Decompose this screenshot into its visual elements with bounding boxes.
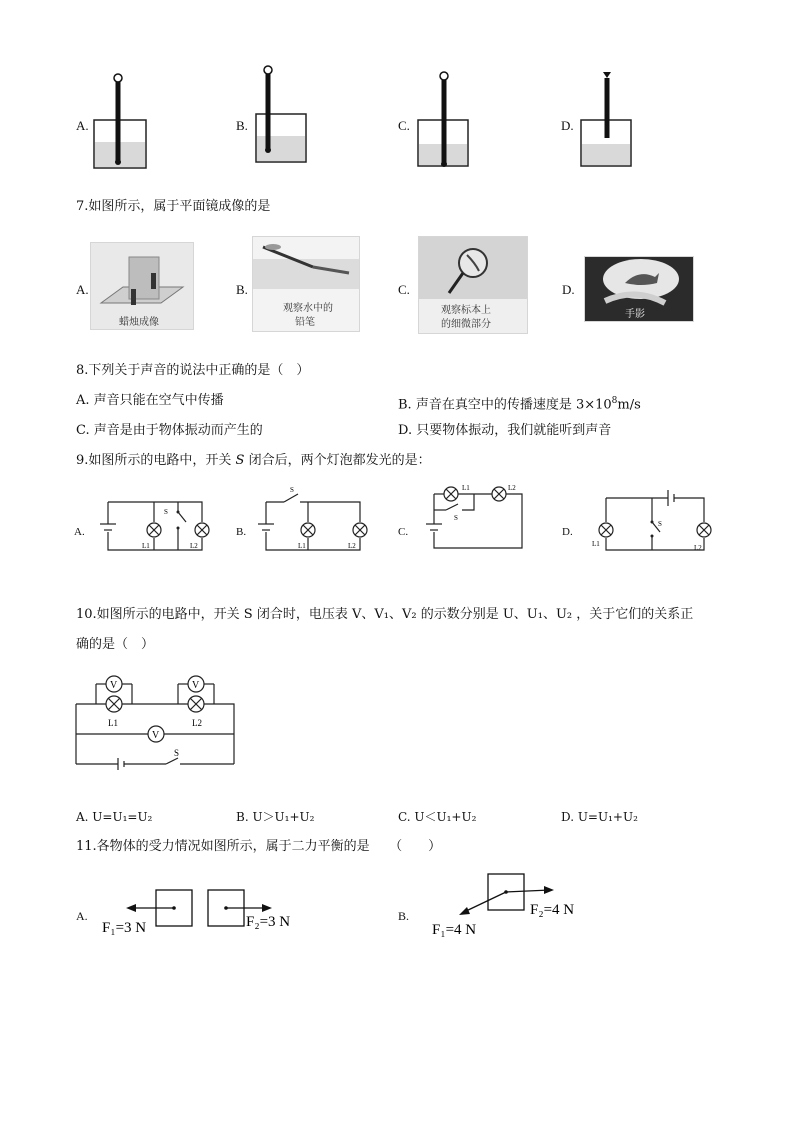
q9-stem-text-end: 闭合后，两个灯泡都发光的是： bbox=[244, 453, 431, 468]
q6-option-a-label: A. bbox=[76, 118, 89, 133]
q6-option-d-label: D. bbox=[561, 118, 574, 133]
q9-option-d-label: D. bbox=[562, 526, 573, 538]
q7-option-b-label: B. bbox=[236, 282, 248, 297]
q11-option-b-label: B. bbox=[398, 909, 410, 923]
q9-option-c-label: C. bbox=[398, 526, 409, 538]
q9-a-label-s: S bbox=[164, 508, 168, 516]
q9-a-label-l2: L2 bbox=[190, 542, 198, 550]
q10-label-s: S bbox=[174, 748, 180, 758]
q11-force-diagram-b bbox=[426, 868, 606, 942]
q9-b-label-l1: L1 bbox=[298, 542, 306, 550]
q7-caption-a: 蜡烛成像 bbox=[119, 317, 159, 328]
q10-label-l2: L2 bbox=[192, 718, 202, 728]
q10-circuit bbox=[74, 666, 238, 776]
q7-image-magnifier bbox=[418, 236, 528, 334]
q8-option-b-text: B. 声音在真空中的传播速度是 3×10 bbox=[398, 397, 612, 413]
q6-option-c-label: C. bbox=[398, 118, 410, 133]
q9-stem-switch: S bbox=[235, 453, 245, 468]
q7-caption-c1: 观察标本上 bbox=[441, 305, 491, 316]
q9-d-label-l2: L2 bbox=[694, 544, 702, 552]
q10-stem-line2: 确的是（ ） bbox=[76, 637, 155, 652]
q10-option-c: C. U＜U₁+U₂ bbox=[398, 810, 477, 824]
q7-caption-c2: 的细微部分 bbox=[441, 319, 491, 330]
q7-image-shadow bbox=[584, 256, 694, 322]
q9-c-label-l1: L1 bbox=[462, 484, 470, 492]
q7-image-candle bbox=[90, 242, 194, 330]
q8-option-c: C. 声音是由于物体振动而产生的 bbox=[76, 423, 263, 438]
q9-c-label-l2: L2 bbox=[508, 484, 516, 492]
q9-b-label-l2: L2 bbox=[348, 542, 356, 550]
q6-beaker-c bbox=[412, 68, 476, 170]
q6-beaker-d bbox=[575, 68, 639, 170]
q7-pencil-water-illustration bbox=[253, 237, 359, 297]
q6-beaker-b bbox=[250, 62, 314, 164]
q11-b-force-f1: F₁=4 N bbox=[432, 922, 477, 938]
q7-option-c-label: C. bbox=[398, 282, 410, 297]
q10-label-l1: L1 bbox=[108, 718, 118, 728]
q10-stem-line1: 10.如图所示的电路中，开关 S 闭合时，电压表 V、V₁、V₂ 的示数分别是 U、U₁、U₂ ，关于它们的关系正 bbox=[76, 607, 694, 622]
q6-option-b-label: B. bbox=[236, 118, 248, 133]
q10-option-b: B. U＞U₁+U₂ bbox=[236, 810, 315, 824]
q8-option-b-unit: m/s bbox=[617, 397, 641, 413]
q9-circuit-c bbox=[418, 482, 530, 558]
q9-b-label-s: S bbox=[290, 486, 294, 494]
q9-circuit-b bbox=[256, 484, 374, 560]
q9-circuit-a bbox=[94, 488, 212, 560]
q11-force-diagram-a bbox=[92, 884, 312, 944]
q8-option-d: D. 只要物体振动，我们就能听到声音 bbox=[398, 423, 612, 438]
q7-magnifier-illustration bbox=[419, 237, 527, 299]
q7-option-a-label: A. bbox=[76, 282, 89, 297]
q10-option-a: A. U=U₁=U₂ bbox=[76, 810, 153, 824]
q7-hand-shadow-illustration bbox=[585, 257, 693, 307]
q10-label-v2: V bbox=[192, 680, 200, 691]
q8-option-b bbox=[398, 392, 641, 414]
q7-image-pencil bbox=[252, 236, 360, 332]
q11-stem: 11.各物体的受力情况如图所示，属于二力平衡的是 （ ） bbox=[76, 839, 442, 854]
q9-circuit-d bbox=[590, 484, 718, 560]
q9-d-label-s: S bbox=[658, 520, 662, 528]
q6-beaker-a bbox=[90, 70, 154, 172]
q8-option-a: A. 声音只能在空气中传播 bbox=[76, 393, 224, 408]
q9-stem bbox=[76, 452, 431, 470]
q8-stem: 8.下列关于声音的说法中正确的是（ ） bbox=[76, 363, 310, 378]
q11-a-force-f1: F₁=3 N bbox=[102, 920, 147, 936]
q9-c-label-s: S bbox=[454, 514, 458, 522]
q7-caption-b2: 铅笔 bbox=[295, 317, 315, 328]
q9-option-b-label: B. bbox=[236, 526, 247, 538]
q11-option-a-label: A. bbox=[76, 909, 88, 923]
q11-b-force-f2: F₂=4 N bbox=[530, 902, 575, 918]
q10-label-v1: V bbox=[110, 680, 118, 691]
q11-a-force-f2: F₂=3 N bbox=[246, 914, 291, 930]
q8-option-b-exponent: 8 bbox=[611, 396, 618, 406]
q10-option-d: D. U=U₁+U₂ bbox=[561, 810, 638, 824]
q9-option-a-label: A. bbox=[74, 526, 85, 538]
q9-stem-text: 9.如图所示的电路中，开关 bbox=[76, 453, 236, 468]
q10-label-v: V bbox=[152, 730, 160, 741]
q7-caption-b1: 观察水中的 bbox=[283, 303, 333, 314]
q7-option-d-label: D. bbox=[562, 282, 575, 297]
q7-stem: 7.如图所示，属于平面镜成像的是 bbox=[76, 199, 271, 214]
q9-a-label-l1: L1 bbox=[142, 542, 150, 550]
q7-caption-d: 手影 bbox=[625, 309, 645, 320]
q9-d-label-l1: L1 bbox=[592, 540, 600, 548]
